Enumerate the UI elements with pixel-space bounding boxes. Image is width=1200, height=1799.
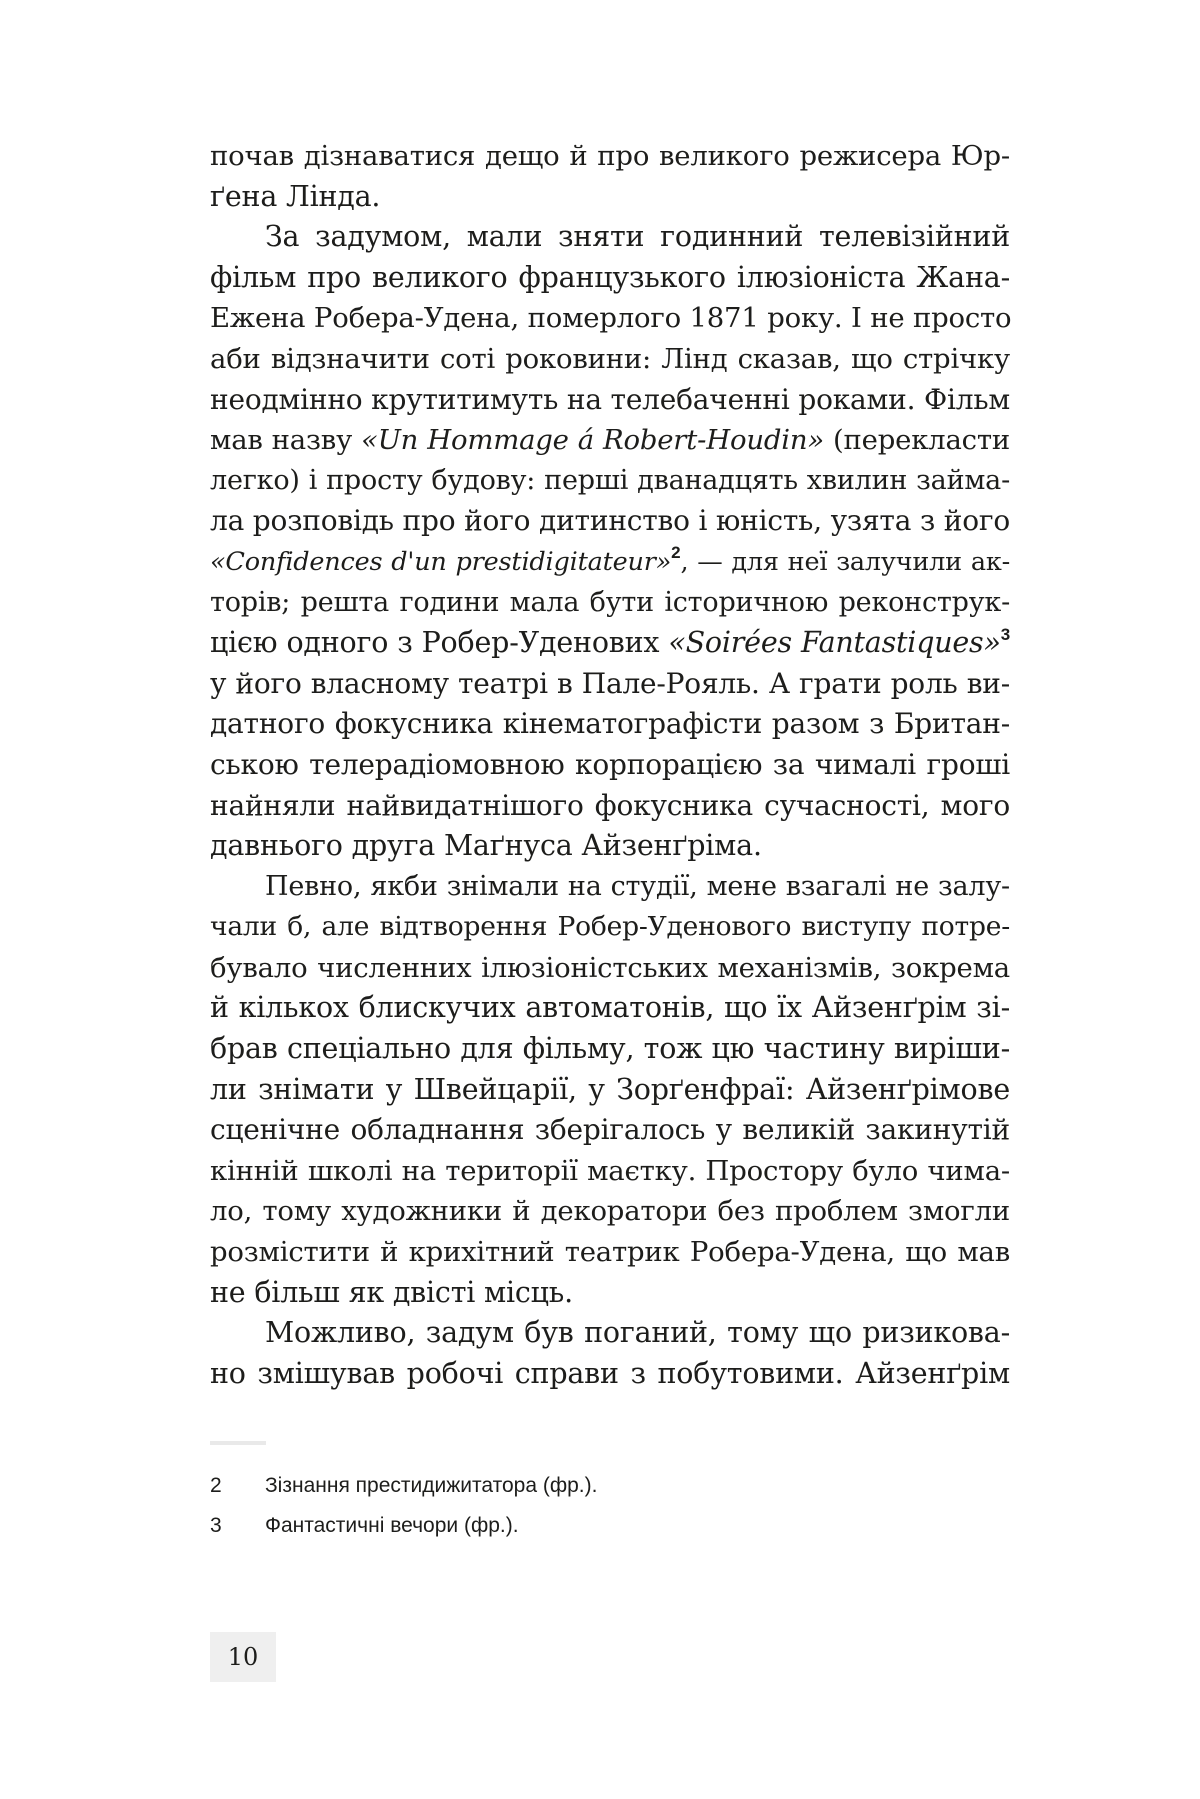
- text-line: неодмінно крутитимуть на телебаченні роками. Фільм: [210, 382, 1010, 416]
- text-line: не більш як двісті місць.: [210, 1275, 573, 1309]
- text-line: бувало численних ілюзіоністських механізмів, зокрема: [210, 951, 1010, 984]
- text-segment: мав назву: [210, 424, 362, 457]
- text-line: фільм про великого французького ілюзіоніста Жана-: [210, 260, 1010, 294]
- body-text: [210, 136, 1010, 1394]
- text-line: ли знімати у Швейцарії, у Зорґенфраї: Айзенґрімове: [210, 1072, 1010, 1106]
- footnote-divider: [210, 1441, 266, 1445]
- text-line: найняли найвидатнішого фокусника сучасності, мого: [210, 788, 1010, 822]
- text-line: За задумом, мали зняти годинний телевізійний: [265, 220, 1010, 254]
- text-line: ською телерадіомовною корпорацією за чималі гроші: [210, 747, 1010, 781]
- footnote-item: [210, 1510, 1010, 1550]
- text-line: [210, 542, 1010, 583]
- text-line: торів; решта години мала бути історичною реконструк-: [210, 586, 1010, 618]
- text-line: ло, тому художники й декоратори без проблем змогли: [210, 1195, 1010, 1228]
- text-segment: цією одного з Робер-Уденових: [210, 626, 669, 660]
- footnote-item: [210, 1470, 1010, 1510]
- footnote-text: Фантастичні вечори (фр.).: [265, 1514, 519, 1537]
- italic-title: «Un Hommage á Robert-Houdin»: [361, 424, 824, 457]
- text-line: сценічне обладнання зберігалось у великій закинутій: [210, 1113, 1010, 1147]
- text-line: почав дізнаватися дещо й про великого режисера Юр-: [210, 140, 1010, 172]
- text-line: чали б, але відтворення Робер-Уденового виступу потре-: [210, 911, 1010, 943]
- text-line: Ежена Робера-Удена, померлого 1871 року. І не просто: [210, 302, 1012, 335]
- text-line: брав спеціально для фільму, тож цю частину виріши-: [210, 1032, 1010, 1066]
- text-line: давнього друга Маґнуса Айзенґріма.: [210, 829, 762, 863]
- text-line: датного фокусника кінематографісти разом з Британ-: [210, 707, 1010, 741]
- text-line: кінній школі на території маєтку. Простору було чима-: [210, 1154, 1010, 1187]
- text-segment: (перекласти: [823, 424, 1010, 457]
- footnote-text: Зізнання престидижитатора (фр.).: [265, 1474, 598, 1497]
- text-line: ла розповідь про його дитинство і юність, узята з його: [210, 504, 1010, 538]
- footnotes: [210, 1470, 1010, 1550]
- footnote-ref: 3: [1000, 624, 1010, 644]
- text-line: аби відзначити соті роковини: Лінд сказав, що стрічку: [210, 342, 1010, 375]
- text-line: ґена Лінда.: [210, 179, 381, 213]
- text-line: [210, 420, 1010, 461]
- text-line: й кількох блискучих автоматонів, що їх Айзенґрім зі-: [210, 991, 1010, 1025]
- text-line: у його власному театрі в Пале-Рояль. А грати роль ви-: [210, 666, 1010, 700]
- text-line: [210, 623, 1010, 664]
- text-line: но змішував робочі справи з побутовими. Айзенґрім: [210, 1356, 1010, 1390]
- footnote-number: 2: [210, 1474, 222, 1497]
- text-segment: , — для неї залучили ак-: [680, 546, 1010, 577]
- text-line: розмістити й крихітний театрик Робера-Удена, що мав: [210, 1236, 1010, 1269]
- text-line: Певно, якби знімали на студії, мене взагалі не залу-: [265, 870, 1010, 902]
- italic-title: «Confidences d'un prestidigitateur»: [210, 546, 672, 577]
- footnote-number: 3: [210, 1514, 222, 1537]
- page-number: [210, 1632, 276, 1682]
- page-number-label: 10: [227, 1643, 259, 1671]
- footnote-ref: 2: [671, 543, 681, 563]
- italic-title: «Soirées Fantastiques»: [668, 626, 1001, 660]
- text-line: легко) і просту будову: перші дванадцять хвилин займа-: [210, 464, 1010, 496]
- text-line: Можливо, задум був поганий, тому що ризикова-: [265, 1316, 1010, 1350]
